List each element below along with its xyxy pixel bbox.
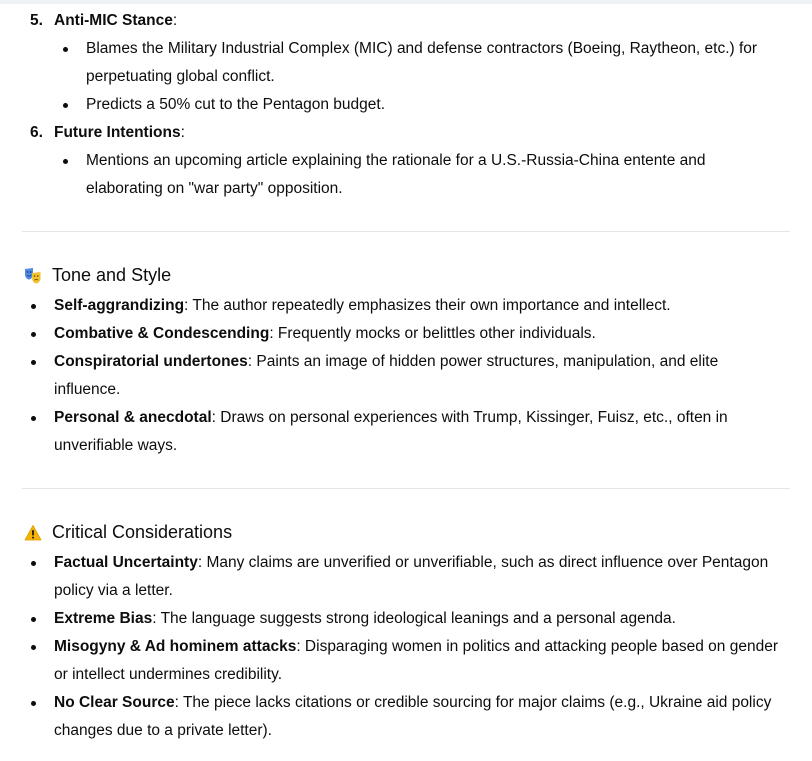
list-item: Conspiratorial undertones: Paints an image of hidden power structures, manipulation, and elite influence.: [0, 348, 812, 404]
list-item: Mentions an upcoming article explaining the rationale for a U.S.-Russia-China entente and elaborating on "war party" opposition.: [0, 147, 812, 203]
bullet-dot: [63, 47, 68, 52]
bullet-dot: [63, 103, 68, 108]
bullet-dot: [63, 159, 68, 164]
bullet-dot: [31, 561, 36, 566]
section-heading-critical: [0, 517, 812, 547]
chat-response: [0, 7, 812, 745]
bullet-dot: [31, 701, 36, 706]
performing-arts-icon: [24, 267, 42, 285]
section-title: Critical Considerations: [52, 522, 233, 542]
bullet-dot: [31, 332, 36, 337]
numbered-item-future-intentions: [0, 119, 812, 147]
list-item: No Clear Source: The piece lacks citations or credible sourcing for major claims (e.g., Ukraine aid policy changes due to a private letter).: [0, 689, 812, 745]
item-suffix: :: [172, 12, 178, 29]
list-item: Blames the Military Industrial Complex (MIC) and defense contractors (Boeing, Raytheon, etc.) for perpetuating global conflict.: [0, 35, 812, 91]
anti-mic-bullets: [0, 35, 812, 119]
list-item: Misogyny & Ad hominem attacks: Disparaging women in politics and attacking people based on gender or intellect undermines credibility.: [0, 633, 812, 689]
list-item: Personal & anecdotal: Draws on personal experiences with Trump, Kissinger, Fuisz, etc., often in unverifiable ways.: [0, 404, 812, 460]
warning-icon: [24, 524, 42, 542]
future-intentions-bullets: [0, 147, 812, 203]
list-item: Self-aggrandizing: The author repeatedly emphasizes their own importance and intellect.: [0, 292, 812, 320]
item-number: 6.: [30, 124, 43, 141]
section-title: Tone and Style: [52, 265, 172, 285]
item-number: 5.: [30, 12, 43, 29]
bullet-dot: [31, 645, 36, 650]
bullet-dot: [31, 304, 36, 309]
item-suffix: :: [180, 124, 185, 141]
list-item: Factual Uncertainty: Many claims are unverified or unverifiable, such as direct influence over Pentagon policy via a letter.: [0, 549, 812, 605]
list-item: Predicts a 50% cut to the Pentagon budget.: [0, 91, 812, 119]
bullet-dot: [31, 617, 36, 622]
tone-list: [0, 292, 812, 460]
bullet-dot: [31, 416, 36, 421]
critical-list: [0, 549, 812, 745]
section-heading-tone: [0, 260, 812, 290]
numbered-item-anti-mic: [0, 7, 812, 35]
list-item: Combative & Condescending: Frequently mocks or belittles other individuals.: [0, 320, 812, 348]
bullet-dot: [31, 360, 36, 365]
item-title: Future Intentions: [54, 124, 181, 141]
top-scroll-edge: [0, 0, 812, 4]
item-title: Anti-MIC Stance: [54, 12, 173, 29]
list-item: Extreme Bias: The language suggests strong ideological leanings and a personal agenda.: [0, 605, 812, 633]
